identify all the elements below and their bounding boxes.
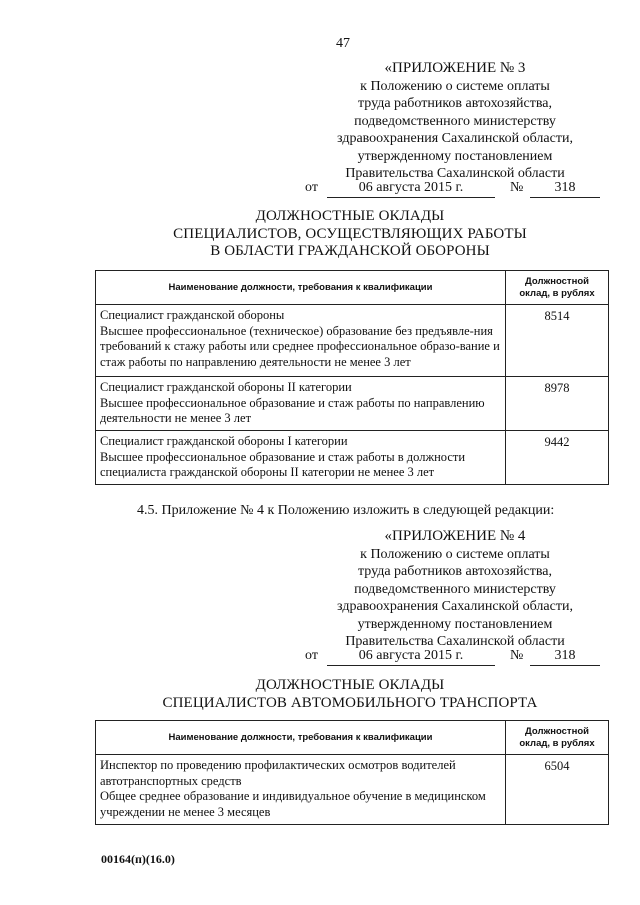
from-label: от bbox=[305, 648, 318, 663]
position-title: Инспектор по проведению профилактических осмотров водителей автотранспортных средств bbox=[100, 758, 456, 788]
appendix-4-line: здравоохранения Сахалинской области, bbox=[337, 599, 573, 614]
paragraph-4-5: 4.5. Приложение № 4 к Положению изложить в следующей редакции: bbox=[137, 503, 555, 518]
approval-date: 06 августа 2015 г. bbox=[327, 648, 495, 666]
appendix-3-title: «ПРИЛОЖЕНИЕ № 3 bbox=[384, 60, 526, 76]
table-row bbox=[96, 755, 609, 825]
column-header-position: Наименование должности, требования к квалификации bbox=[96, 271, 506, 305]
section-heading-civil-defense bbox=[100, 208, 600, 261]
number-label: № bbox=[510, 180, 524, 195]
appendix-4-title: «ПРИЛОЖЕНИЕ № 4 bbox=[384, 528, 526, 544]
appendix-3-line: утвержденному постановлением bbox=[357, 148, 553, 164]
heading-line: СПЕЦИАЛИСТОВ, ОСУЩЕСТВЛЯЮЩИХ РАБОТЫ bbox=[173, 225, 527, 242]
heading-line: В ОБЛАСТИ ГРАЖДАНСКОЙ ОБОРОНЫ bbox=[210, 243, 490, 259]
salary-cell: 8978 bbox=[506, 377, 609, 431]
position-requirement: Высшее профессиональное образование и стаж работы по направлению деятельности не менее 3 лет bbox=[100, 395, 485, 425]
document-code: 00164(п)(16.0) bbox=[101, 852, 175, 866]
table-header-row bbox=[96, 271, 609, 305]
appendix-4-line: к Положению о системе оплаты bbox=[360, 546, 550, 562]
position-title: Специалист гражданской обороны bbox=[100, 308, 285, 322]
salary-cell: 6504 bbox=[506, 755, 609, 825]
page-number: 47 bbox=[336, 36, 350, 51]
appendix-3-signature-line bbox=[305, 180, 605, 198]
approval-date: 06 августа 2015 г. bbox=[327, 180, 495, 198]
appendix-4-header bbox=[310, 528, 600, 651]
position-requirement: Высшее профессиональное образование и стаж работы в должности специалиста гражданской обороны II категории не менее 3 лет bbox=[100, 449, 466, 479]
table-header-row bbox=[96, 721, 609, 755]
appendix-3-header bbox=[310, 60, 600, 183]
salary-cell: 8514 bbox=[506, 305, 609, 377]
position-title: Специалист гражданской обороны I категории bbox=[100, 434, 348, 448]
salary-cell: 9442 bbox=[506, 431, 609, 485]
section-heading-transport bbox=[100, 677, 600, 712]
position-cell bbox=[96, 431, 506, 485]
appendix-3-line: Правительства Сахалинской области bbox=[345, 166, 565, 181]
number-label: № bbox=[510, 648, 524, 663]
column-header-position: Наименование должности, требования к квалификации bbox=[96, 721, 506, 755]
position-title: Специалист гражданской обороны II категории bbox=[100, 380, 352, 394]
appendix-4-line: подведомственного министерству bbox=[354, 581, 556, 597]
salary-table-transport bbox=[95, 720, 609, 825]
appendix-4-line: утвержденному постановлением bbox=[357, 616, 553, 632]
column-header-salary: Должностной оклад, в рублях bbox=[506, 271, 609, 305]
position-requirement: Высшее профессиональное (техническое) образование без предъявле-ния требований к стажу работы или среднее профессиональное образо-вание и стаж работы по направлению деятельности не менее 3 лет bbox=[100, 323, 500, 369]
table-row bbox=[96, 305, 609, 377]
appendix-3-line: к Положению о системе оплаты bbox=[360, 78, 550, 94]
table-row bbox=[96, 377, 609, 431]
table-row bbox=[96, 431, 609, 485]
appendix-3-line: подведомственного министерству bbox=[354, 113, 556, 129]
position-requirement: Общее среднее образование и индивидуальное обучение в медицинском учреждении не менее 3 месяцев bbox=[100, 789, 486, 819]
appendix-4-signature-line bbox=[305, 648, 605, 666]
from-label: от bbox=[305, 180, 318, 195]
decree-number: 318 bbox=[530, 648, 600, 666]
appendix-4-line: Правительства Сахалинской области bbox=[345, 634, 565, 649]
heading-line: ДОЛЖНОСТНЫЕ ОКЛАДЫ bbox=[255, 677, 445, 693]
column-header-salary: Должностной оклад, в рублях bbox=[506, 721, 609, 755]
salary-table-civil-defense bbox=[95, 270, 609, 485]
appendix-3-line: труда работников автохозяйства, bbox=[358, 96, 552, 111]
heading-line: СПЕЦИАЛИСТОВ АВТОМОБИЛЬНОГО ТРАНСПОРТА bbox=[162, 694, 538, 711]
heading-line: ДОЛЖНОСТНЫЕ ОКЛАДЫ bbox=[255, 208, 445, 224]
appendix-3-line: здравоохранения Сахалинской области, bbox=[337, 131, 573, 146]
position-cell bbox=[96, 755, 506, 825]
position-cell bbox=[96, 305, 506, 377]
position-cell bbox=[96, 377, 506, 431]
appendix-4-line: труда работников автохозяйства, bbox=[358, 564, 552, 579]
decree-number: 318 bbox=[530, 180, 600, 198]
